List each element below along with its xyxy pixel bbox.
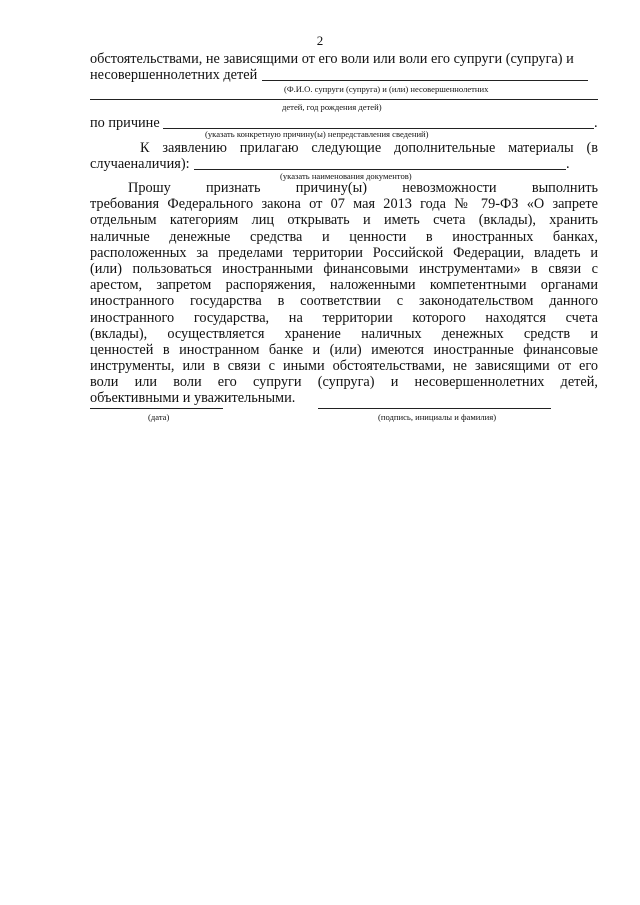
caption-date: (дата) [148,412,170,422]
request-line: инструменты, или в связи с иными обстоятельствами, не зависящими от его [90,358,598,375]
request-line: Прошу признать причину(ы) невозможности выполнить [128,180,598,196]
attach-line-1: К заявлению прилагаю следующие дополнительные материалы (в [140,140,598,156]
reason-prefix: по причине [90,115,160,131]
request-line: (вклады), осуществляется хранение наличных денежных средств и [90,325,598,342]
caption-reason: (указать конкретную причину(ы) непредставления сведений) [205,129,429,139]
request-line: наличные денежные средства и ценности в иностранных банках, [90,228,598,245]
top-line-2-prefix: несовершеннолетних детей [90,67,258,83]
request-line: ценностей в иностранном банке и (или) имеются иностранные финансовые [90,341,598,358]
request-line: (или) пользоваться иностранными финансовыми инструментами» в связи с [90,260,598,277]
attach-end: . [566,156,570,172]
reason-end: . [594,115,598,131]
caption-children: детей, год рождения детей) [282,102,382,112]
caption-fio: (Ф.И.О. супруги (супруга) и (или) несовершеннолетних [284,84,489,94]
page-number: 2 [316,33,324,48]
request-line: иностранного государства, на территории которого находятся счета [90,309,598,326]
attach-line-1-wrap [90,140,598,156]
caption-signature: (подпись, инициалы и фамилия) [378,412,497,422]
request-line: объективными и уважительными. [90,390,296,407]
attach-line-2-prefix: случаеналичия): [90,156,190,172]
caption-attach: (указать наименования документов) [280,171,412,181]
request-line: арестом, запретом распоряжения, наложенными компетентными органами [90,277,598,294]
request-line: иностранного государства в соответствии с законодательством данного [90,293,598,310]
children-blank-line[interactable] [90,99,598,100]
signature-blank-line[interactable] [318,408,551,409]
request-paragraph [90,180,598,407]
request-line: требования Федерального закона от 07 мая 2013 года № 79-ФЗ «О запрете [90,196,598,213]
request-line: расположенных за пределами территории Российской Федерации, владеть и [90,244,598,261]
request-line: отдельным категориям лиц открывать и иметь счета (вклады), хранить [90,212,598,229]
top-line-1: обстоятельствами, не зависящими от его воли или воли его супруги (супруга) и [90,51,574,67]
attach-blank-line[interactable] [194,169,566,170]
request-line: воли или воли его супруги (супруга) и несовершеннолетних детей, [90,374,598,391]
fio-blank-line[interactable] [262,80,588,81]
date-blank-line[interactable] [90,408,223,409]
